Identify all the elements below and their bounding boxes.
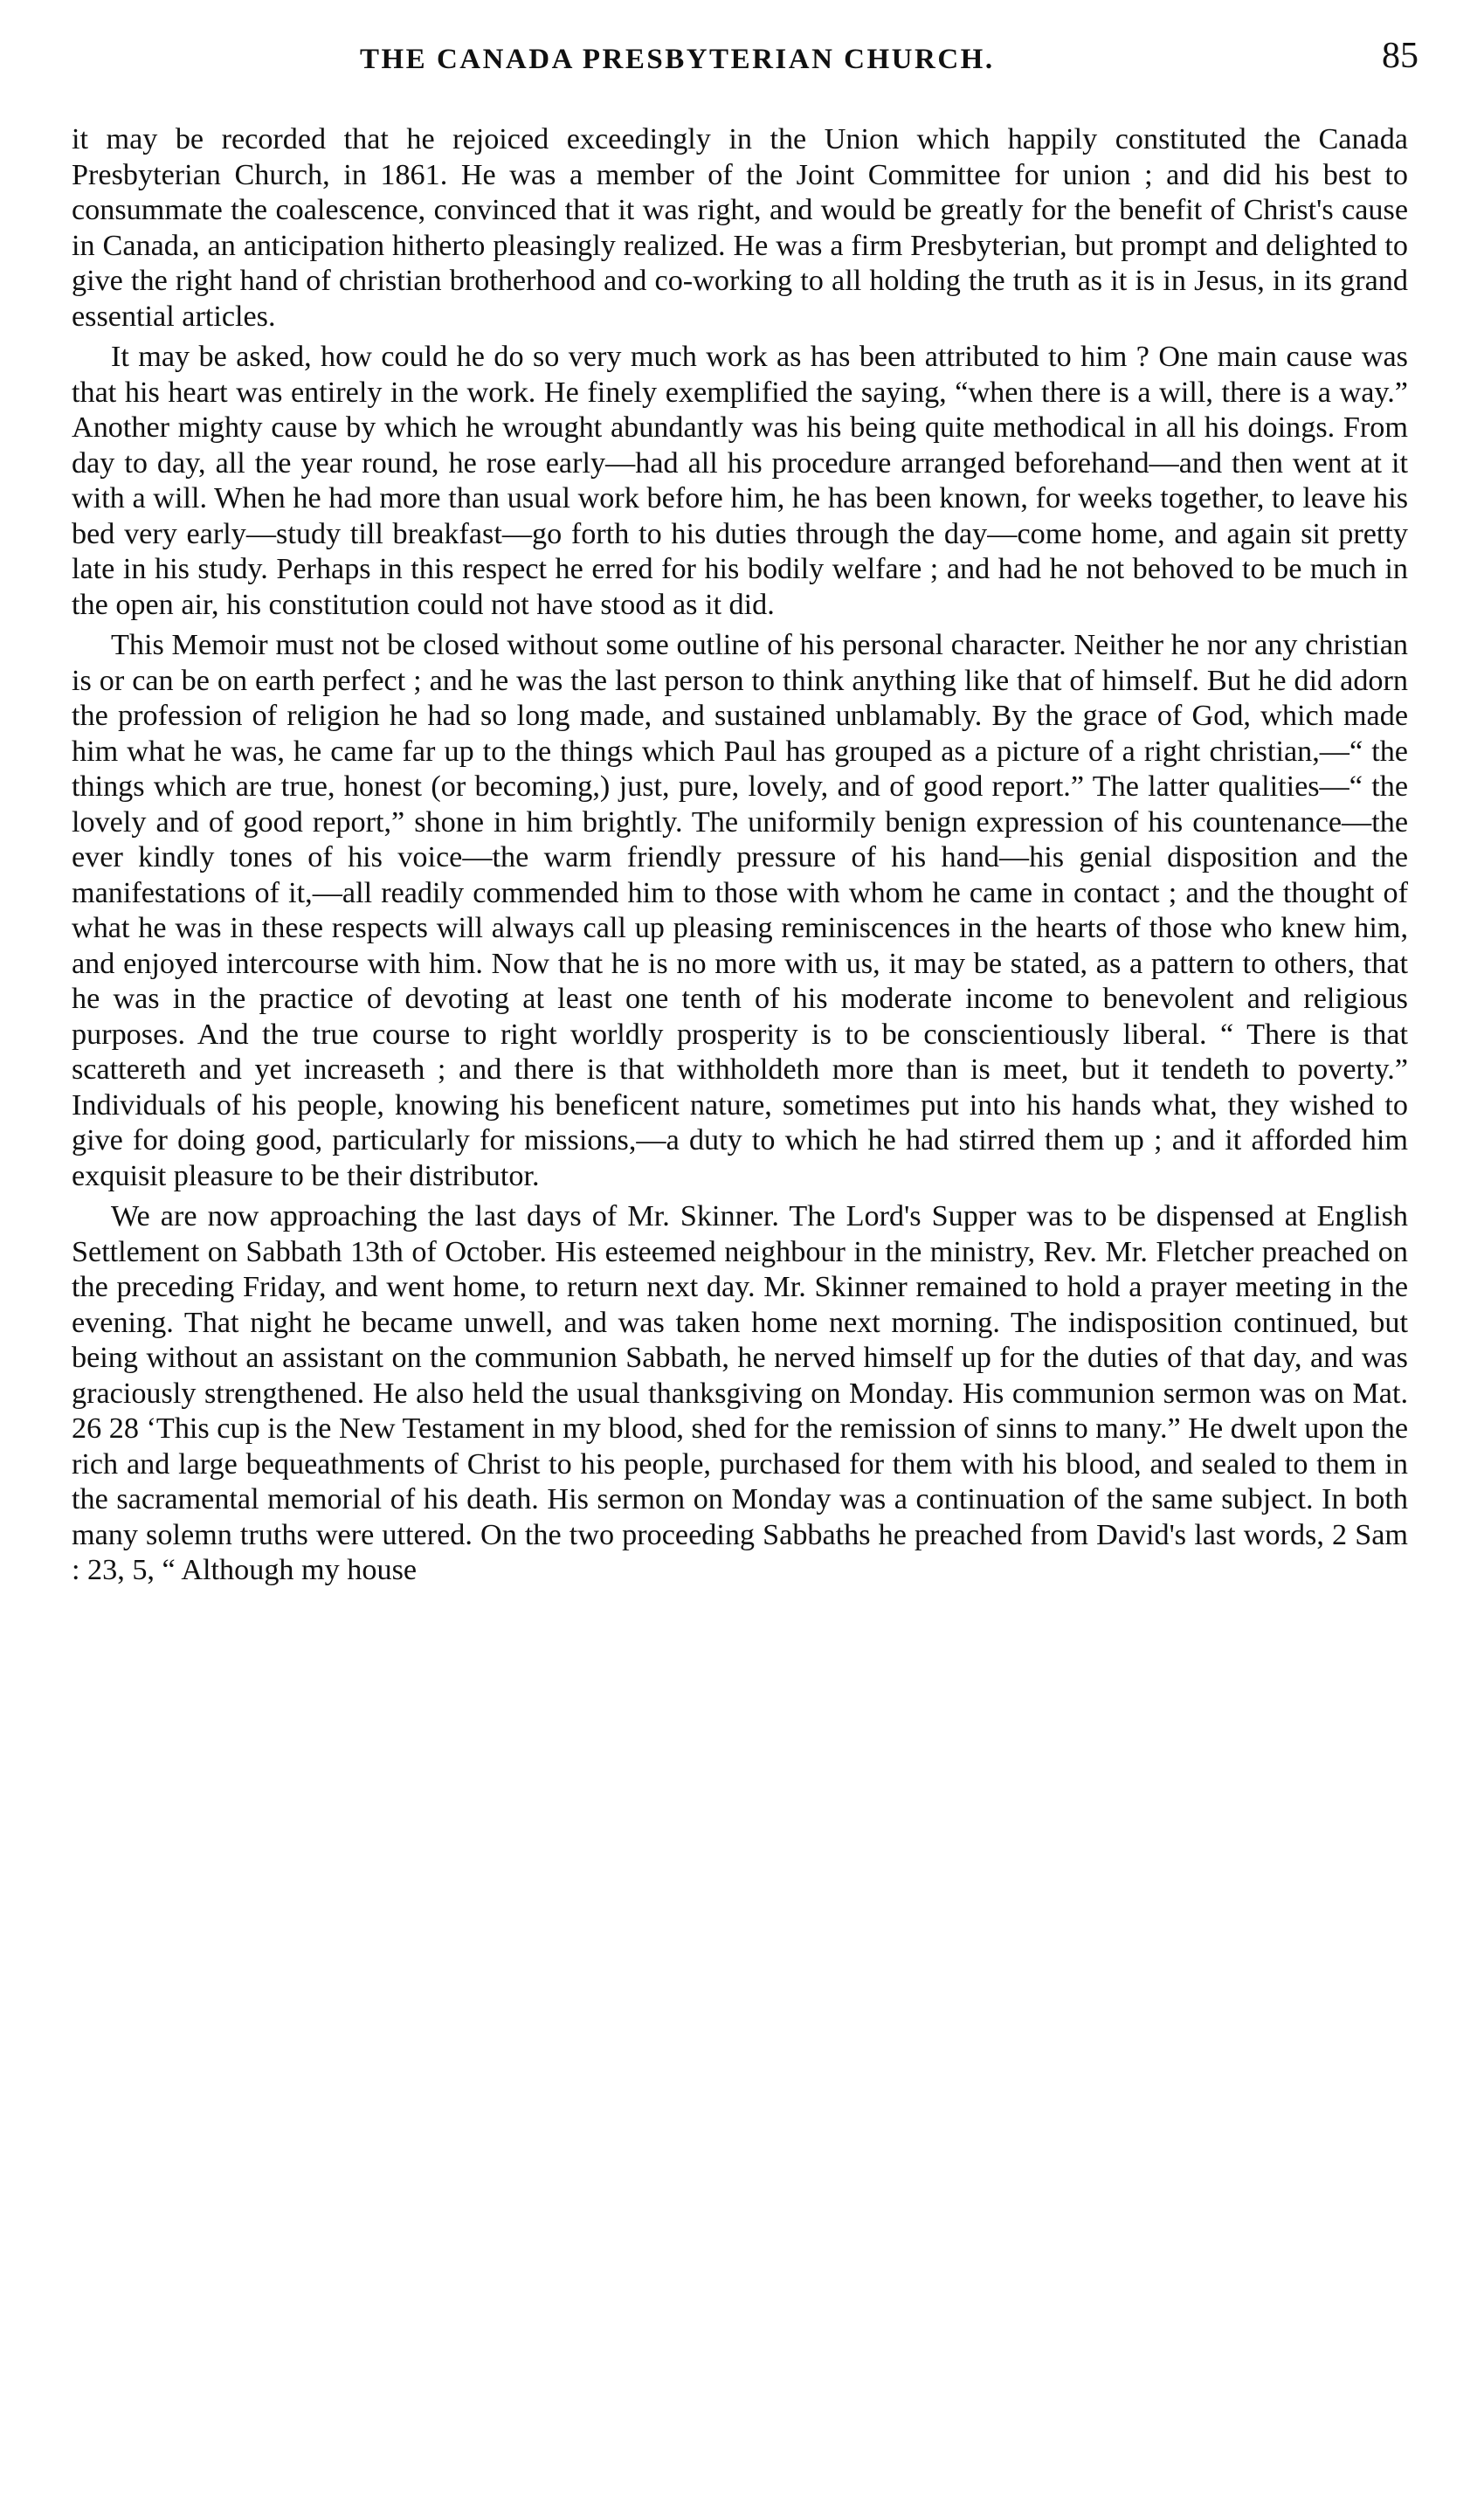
page-number: 85 [1382, 36, 1418, 76]
running-head [72, 35, 1418, 87]
paragraph-union: it may be recorded that he rejoiced exceedingly in the Union which happily constituted the Canada Presbyterian Church, in 1861. He was a member of the Joint Committee for union ; and did his best to consummate the coalescence, convinced that it was right, and would be greatly for the benefit of Christ's cause in Canada, an anticipation hitherto pleasingly realized. He was a firm Presbyterian, but prompt and delighted to give the right hand of christian brotherhood and co-working to all holding the truth as it is in Jesus, in its grand essential articles. [72, 123, 1408, 333]
paragraph-work-habits: It may be asked, how could he do so very much work as has been attributed to him ? One main cause was that his heart was entirely in the work. He finely exemplified the saying, “when there is a will, there is a way.” Another mighty cause by which he wrought abundantly was his being quite methodical in all his doings. From day to day, all the year round, he rose early—had all his procedure arranged beforehand—and then went at it with a will. When he had more than usual work before him, he has been known, for weeks together, to leave his bed very early—study till breakfast—go forth to his duties through the day—come home, and again sit pretty late in his study. Perhaps in this respect he erred for his bodily welfare ; and had he not behoved to be much in the open air, his constitution could not have stood as it did. [72, 341, 1408, 621]
paragraph-character: This Memoir must not be closed without some outline of his personal character. Neither he nor any christian is or can be on earth perfect ; and he was the last person to think anything like that of himself. But he did adorn the profession of religion he had so long made, and sustained unblamably. By the grace of God, which made him what he was, he came far up to the things which Paul has grouped as a picture of a right christian,—“ the things which are true, honest (or becoming,) just, pure, lovely, and of good report.” The latter qualities—“ the lovely and of good report,” shone in him brightly. The uniformily benign expression of his countenance—the ever kindly tones of his voice—the warm friendly pressure of his hand—his genial disposition and the manifestations of it,—all readily commended him to those with whom he came in contact ; and the thought of what he was in these respects will always call up pleasing reminiscences in the hearts of those who knew him, and enjoyed intercourse with him. Now that he is no more with us, it may be stated, as a pattern to others, that he was in the practice of devoting at least one tenth of his moderate income to benevolent and religious purposes. And the true course to right worldly prosperity is to be conscientiously liberal. “ There is that scattereth and yet increaseth ; and there is that withholdeth more than is meet, but it tendeth to poverty.” Individuals of his people, knowing his beneficent nature, sometimes put into his hands what, they wished to give for doing good, particularly for missions,—a duty to which he had stirred them up ; and it afforded him exquisit pleasure to be their distributor. [72, 629, 1408, 1192]
paragraph-last-days: We are now approaching the last days of Mr. Skinner. The Lord's Supper was to be dispensed at English Settlement on Sabbath 13th of October. His esteemed neighbour in the ministry, Rev. Mr. Fletcher preached on the preceding Friday, and went home, to return next day. Mr. Skinner remained to hold a prayer meeting in the evening. That night he became unwell, and was taken home next morning. The indisposition continued, but being without an assistant on the communion Sabbath, he nerved himself up for the duties of that day, and was graciously strengthened. He also held the usual thanksgiving on Monday. His communion sermon was on Mat. 26 28 ‘This cup is the New Testament in my blood, shed for the remission of sinns to many.” He dwelt upon the rich and large bequeathments of Christ to his people, purchased for them with his blood, and sealed to them in the sacramental memorial of his death. His sermon on Monday was a continuation of the same subject. In both many solemn truths were uttered. On the two proceeding Sabbaths he preached from David's last words, 2 Sam : 23, 5, “ Although my house [72, 1200, 1408, 1586]
body-text [72, 122, 1408, 1589]
book-page [72, 35, 1418, 1594]
running-title: THE CANADA PRESBYTERIAN CHURCH. [360, 44, 995, 75]
